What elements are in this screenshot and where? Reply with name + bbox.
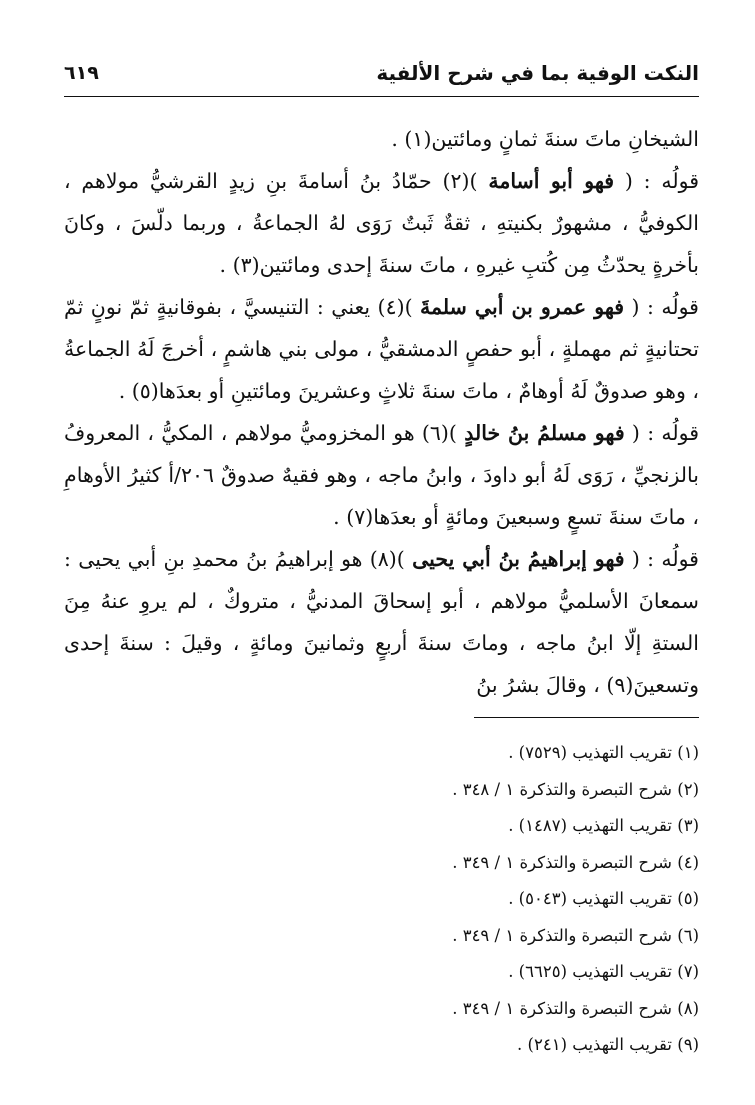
paragraph-text: قولُه : (	[614, 169, 699, 193]
paragraph-text: قولُه : (	[624, 295, 699, 319]
footnote: (١) تقريب التهذيب (٧٥٢٩) .	[508, 743, 699, 762]
paragraph	[64, 118, 699, 160]
footnote: (٣) تقريب التهذيب (١٤٨٧) .	[508, 816, 699, 835]
quoted-term: فهو مسلمُ بنُ خالدٍ	[464, 421, 625, 445]
paragraph-text: )(٦) هو المخزوميُّ مولاهم ، المكيُّ ، المعروفُ بالزنجيِّ ، رَوَى لَهُ أبو داودَ ، وابنُ ماجه ، وهو فقيهٌ صدوقٌ ٢٠٦/أ كثيرُ الأوهامِ ، ماتَ سنةَ تسعٍ وسبعينَ ومائةٍ أو بعدَها(٧) .	[64, 421, 699, 529]
paragraph	[64, 412, 699, 538]
paragraph-text: )(٨) هو إبراهيمُ بنُ محمدِ بنِ أبي يحيى : سمعانَ الأسلميُّ مولاهم ، أبو إسحاقَ المدنيُّ ، متروكٌ ، لم يروِ عنهُ مِنَ الستةِ إلّا ابنُ ماجه ، وماتَ سنةَ أربعٍ وثمانينَ ومائةٍ ، وقيلَ : سنةَ إحدى وتسعينَ(٩) ، وقالَ بشرُ بنُ	[64, 547, 699, 697]
quoted-term: فهو عمرو بن أبي سلمةَ	[420, 295, 625, 319]
quoted-term: فهو أبو أسامة	[488, 169, 615, 193]
running-header	[64, 56, 699, 90]
footnote: (٢) شرح التبصرة والتذكرة ١ / ٣٤٨ .	[452, 779, 699, 799]
main-text	[64, 118, 699, 706]
paragraph-text: قولُه : (	[624, 421, 699, 445]
paragraph	[64, 538, 699, 706]
footnote: (٨) شرح التبصرة والتذكرة ١ / ٣٤٩ .	[452, 998, 699, 1018]
quoted-term: فهو إبراهيمُ بنُ أبي يحيى	[412, 547, 625, 571]
header-rule	[64, 96, 699, 97]
paragraph	[64, 160, 699, 286]
paragraph-text: )(٤) يعني : التنيسيَّ ، بفوقانيةٍ ثمّ نونٍ ثمّ تحتانيةٍ ثم مهملةٍ ، أبو حفصٍ الدمشقيُّ ، مولى بني هاشمٍ ، أخرجَ لَهُ الجماعةُ ، وهو صدوقٌ لَهُ أوهامٌ ، ماتَ سنةَ ثلاثٍ وعشرينَ ومائتينِ أو بعدَها(٥) .	[64, 295, 699, 403]
paragraph-text: قولُه : (	[624, 547, 699, 571]
footnotes	[64, 735, 699, 1064]
paragraph	[64, 286, 699, 412]
footnote: (٦) شرح التبصرة والتذكرة ١ / ٣٤٩ .	[452, 925, 699, 945]
paragraph-text: الشيخانِ ماتَ سنةَ ثمانٍ ومائتين(١) .	[391, 127, 699, 151]
footnote: (٩) تقريب التهذيب (٢٤١) .	[517, 1035, 699, 1054]
footnote: (٥) تقريب التهذيب (٥٠٤٣) .	[508, 889, 699, 908]
footnote-separator	[474, 717, 699, 718]
footnote: (٧) تقريب التهذيب (٦٦٢٥) .	[508, 962, 699, 981]
book-title: النكت الوفية بما في شرح الألفية	[376, 61, 699, 85]
page-number: ٦١٩	[64, 62, 99, 84]
paragraph-text: )(٢) حمّادُ بنُ أسامةَ بنِ زيدٍ القرشيُّ مولاهم ، الكوفيُّ ، مشهورٌ بكنيتهِ ، ثقةٌ ثَبتٌ رَوَى لهُ الجماعةُ ، وربما دلّسَ ، وكانَ بأخرةٍ يحدّثُ مِن كُتبِ غيرهِ ، ماتَ سنةَ إحدى ومائتين(٣) .	[64, 169, 699, 277]
footnote: (٤) شرح التبصرة والتذكرة ١ / ٣٤٩ .	[452, 852, 699, 872]
